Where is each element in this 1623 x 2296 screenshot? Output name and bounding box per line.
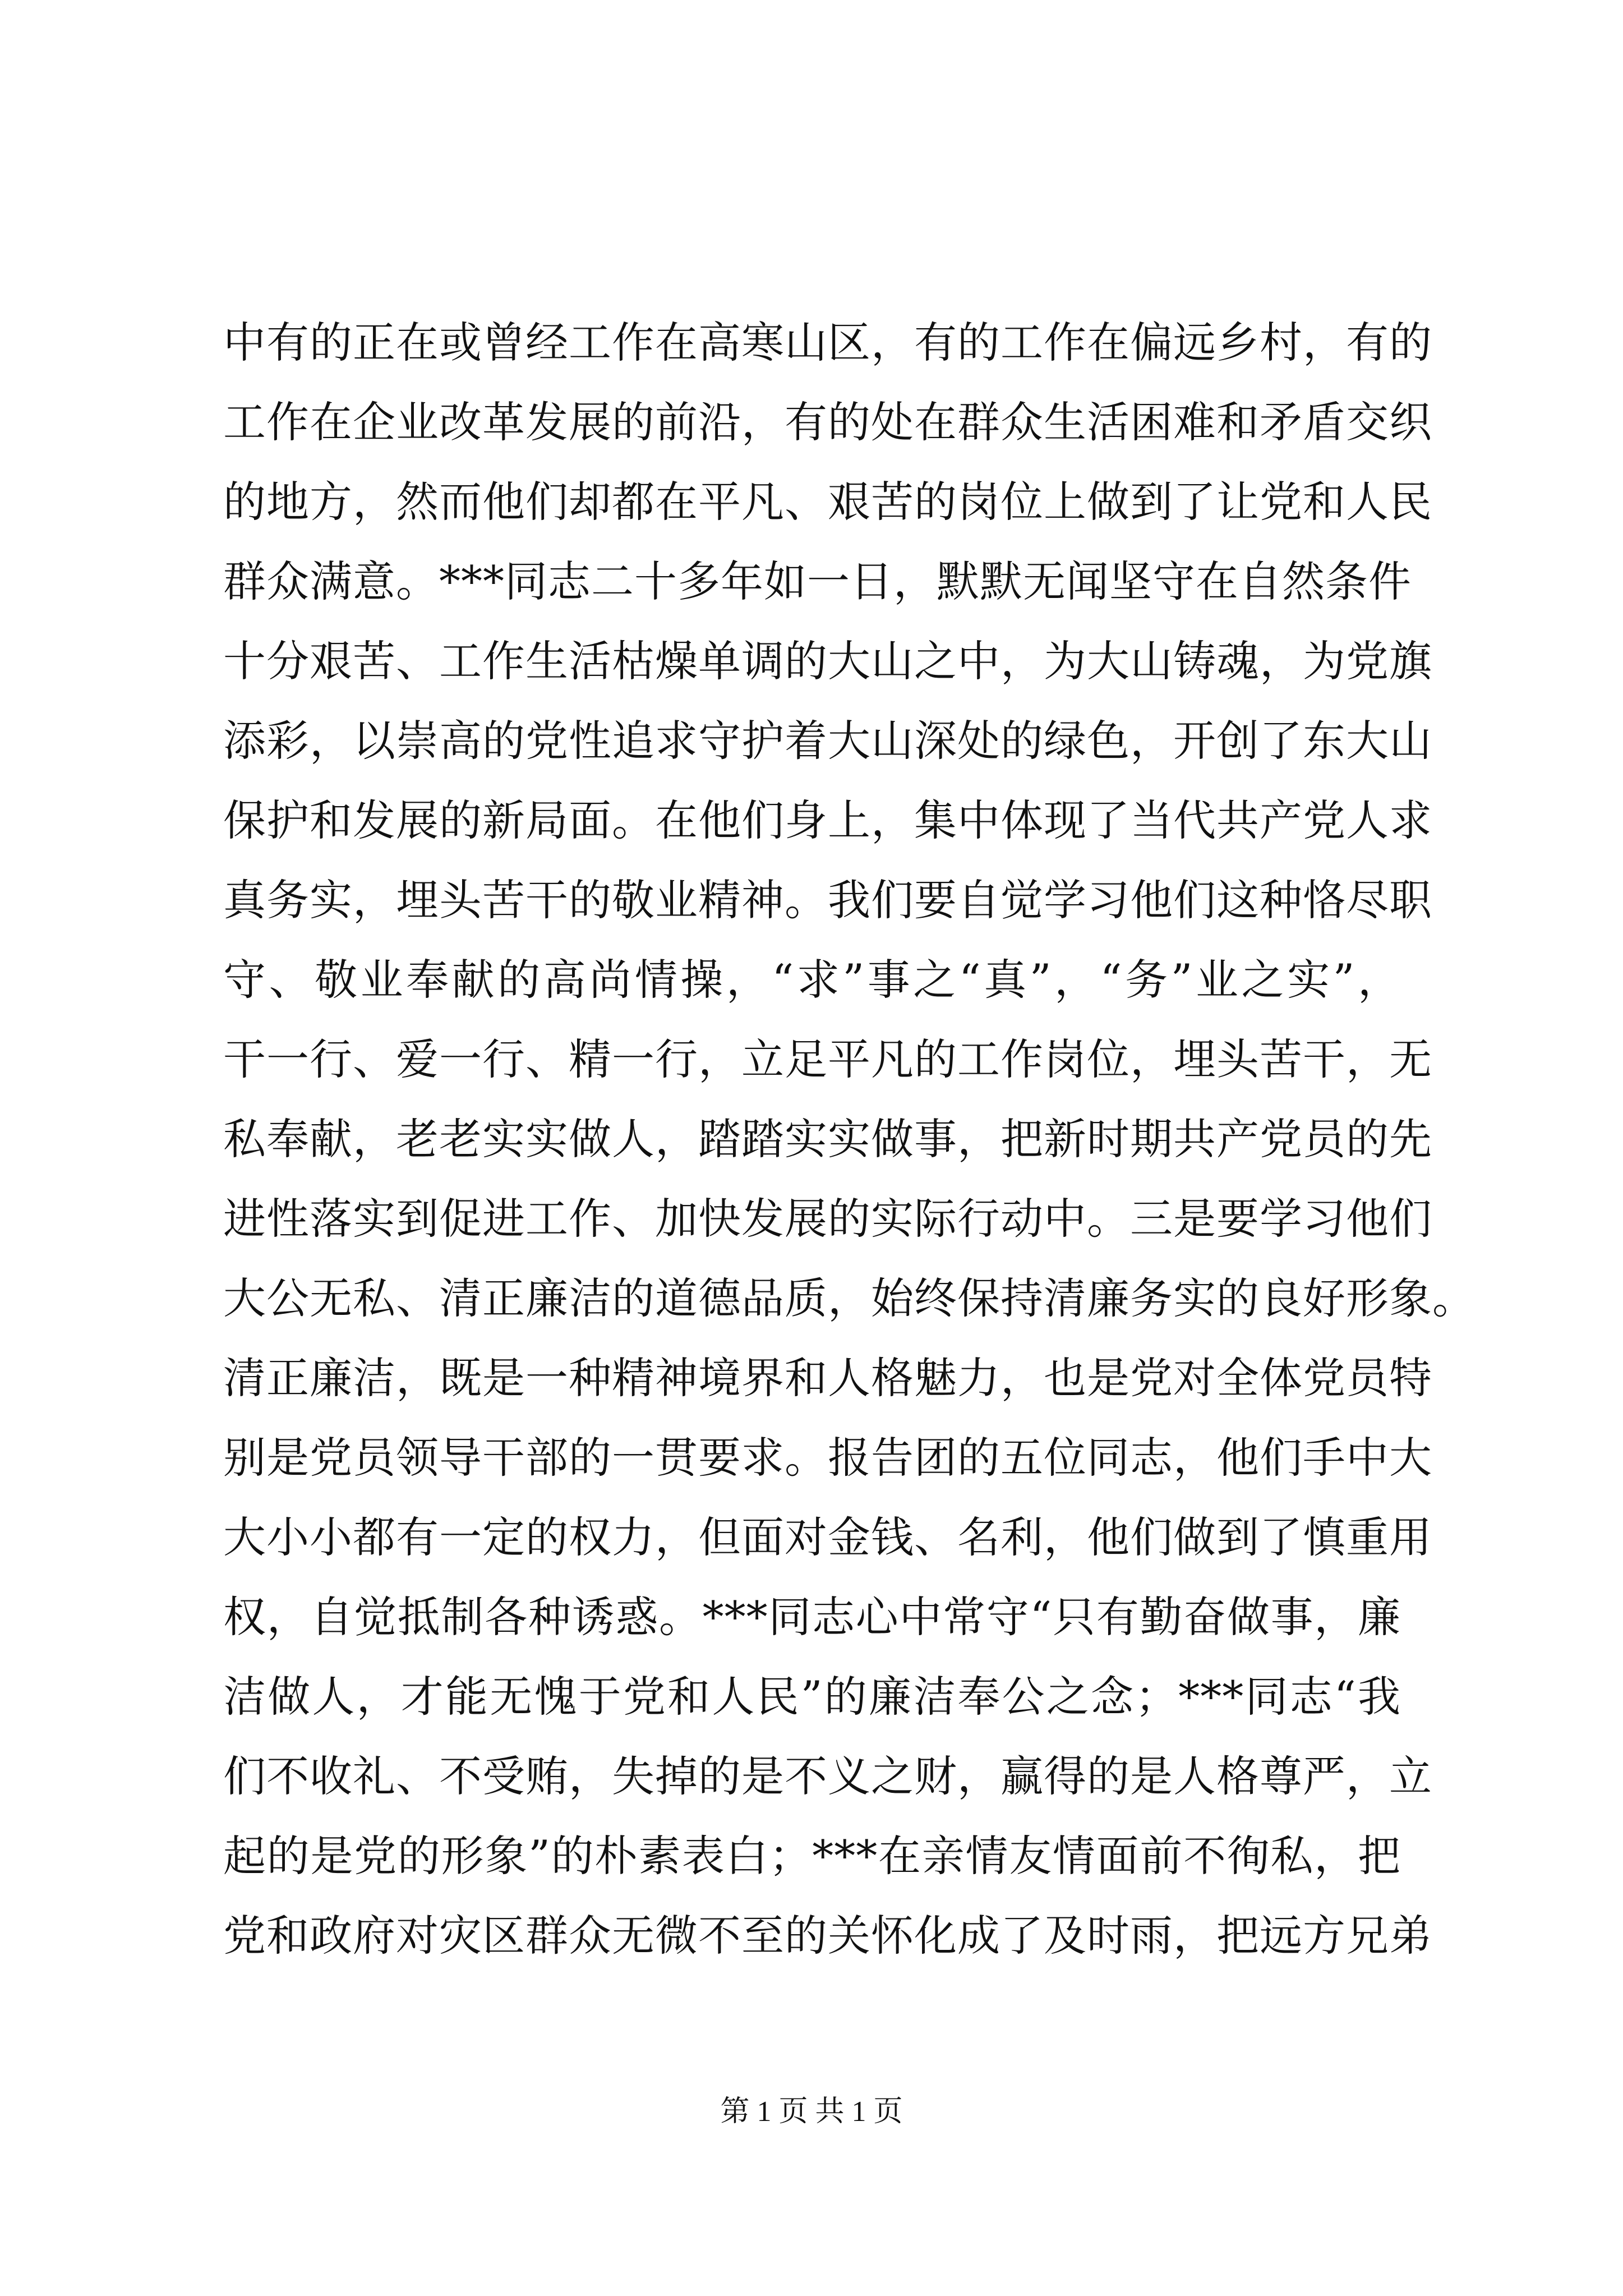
text-line: 真务实，埋头苦干的敬业精神。我们要自觉学习他们这种恪尽职 [223,875,1432,925]
text-line: 十分艰苦、工作生活枯燥单调的大山之中，为大山铸魂，为党旗 [223,636,1432,686]
text-line: 党和政府对灾区群众无微不至的关怀化成了及时雨，把远方兄弟 [223,1911,1432,1961]
text-line: 保护和发展的新局面。在他们身上，集中体现了当代共产党人求 [223,795,1432,845]
text-line: 起的是党的形象”的朴素表白；***在亲情友情面前不徇私，把 [223,1831,1401,1881]
page-footer: 第 1 页 共 1 页 [720,2096,903,2128]
text-line: 添彩，以崇高的党性追求守护着大山深处的绿色，开创了东大山 [223,716,1432,766]
text-line: 权，自觉抵制各种诱惑。***同志心中常守“只有勤奋做事，廉 [223,1592,1401,1642]
text-line: 大公无私、清正廉洁的道德品质，始终保持清廉务实的良好形象。 [223,1273,1476,1323]
text-line: 中有的正在或曾经工作在高寒山区，有的工作在偏远乡村，有的 [223,318,1432,367]
text-line: 群众满意。***同志二十多年如一日，默默无闻坚守在自然条件 [223,556,1412,606]
text-line: 们不收礼、不受贿，失掉的是不义之财，赢得的是人格尊严，立 [223,1751,1432,1801]
text-line: 干一行、爱一行、精一行，立足平凡的工作岗位，埋头苦干，无 [223,1034,1432,1084]
text-line: 别是党员领导干部的一贯要求。报告团的五位同志，他们手中大 [223,1433,1432,1483]
text-line: 进性落实到促进工作、加快发展的实际行动中。三是要学习他们 [223,1194,1432,1244]
text-line: 守、敬业奉献的高尚情操，“求”事之“真”，“务”业之实”， [223,955,1401,1005]
text-line: 私奉献，老老实实做人，踏踏实实做事，把新时期共产党员的先 [223,1114,1432,1164]
text-line: 清正廉洁，既是一种精神境界和人格魅力，也是党对全体党员特 [223,1353,1432,1403]
text-line: 工作在企业改革发展的前沿，有的处在群众生活困难和矛盾交织 [223,397,1432,447]
text-line: 洁做人，才能无愧于党和人民”的廉洁奉公之念；***同志“我 [223,1672,1401,1722]
body-paragraph [223,303,1476,1976]
text-line: 的地方，然而他们却都在平凡、艰苦的岗位上做到了让党和人民 [223,477,1432,527]
text-line: 大小小都有一定的权力，但面对金钱、名利，他们做到了慎重用 [223,1512,1432,1562]
